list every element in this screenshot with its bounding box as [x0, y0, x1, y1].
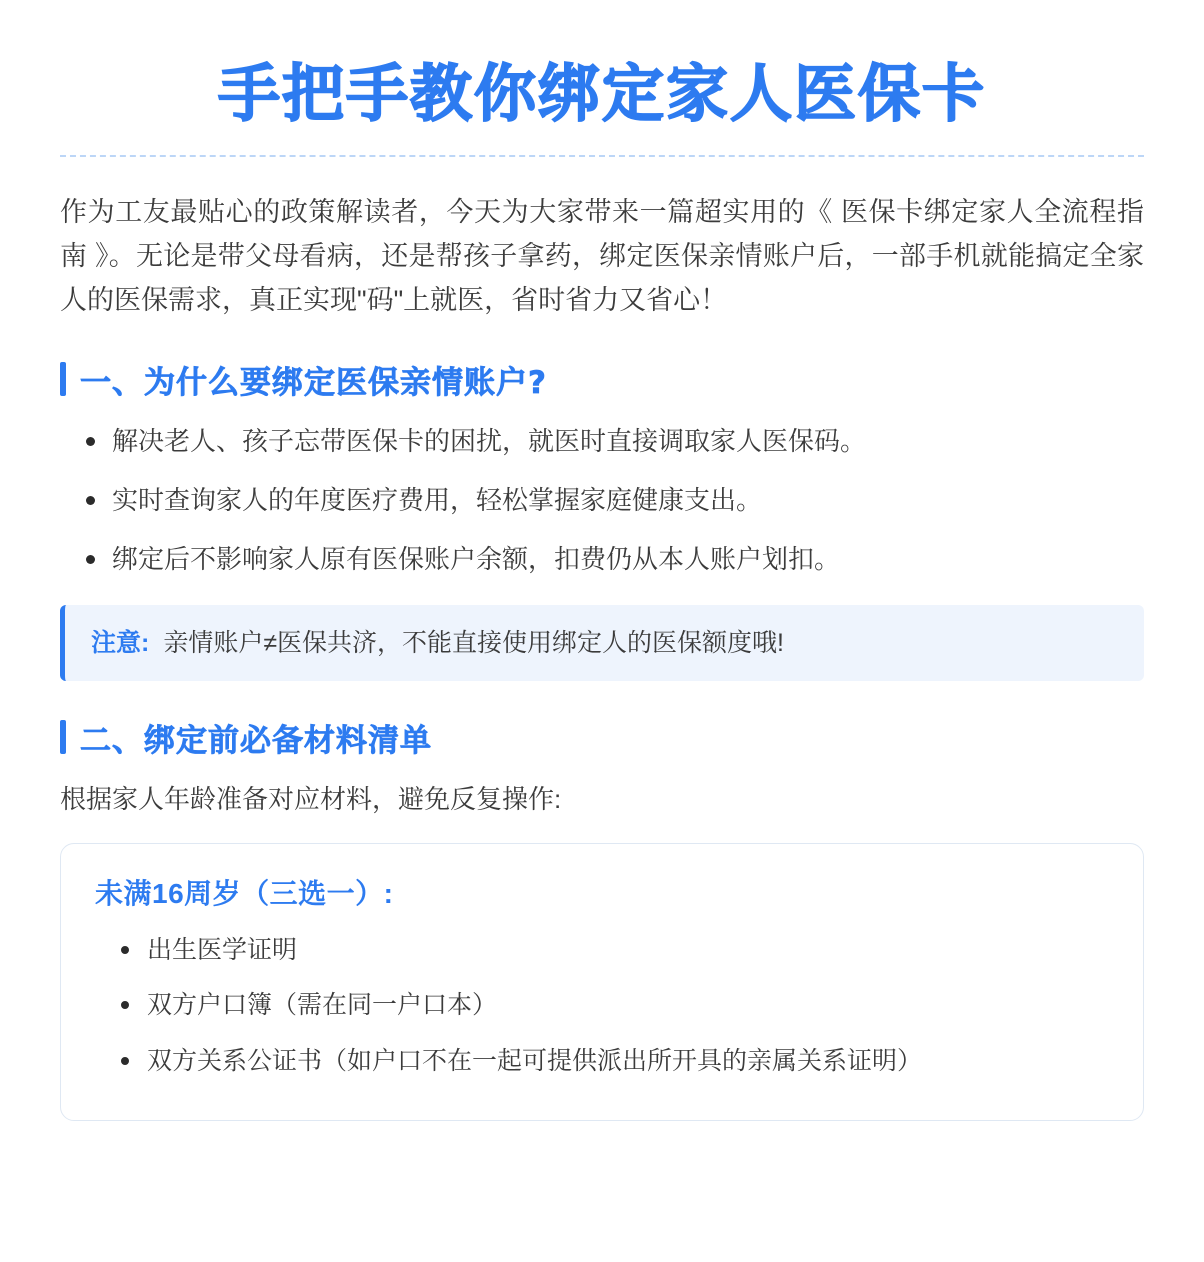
- list-item: 绑定后不影响家人原有医保账户余额，扣费仍从本人账户划扣。: [76, 540, 1144, 579]
- note-callout: [60, 605, 1144, 681]
- list-item: 双方户口簿（需在同一户口本）: [111, 987, 1109, 1025]
- note-text: 亲情账户≠医保共济，不能直接使用绑定人的医保额度哦!: [163, 628, 784, 657]
- intro-paragraph: 作为工友最贴心的政策解读者，今天为大家带来一篇超实用的《 医保卡绑定家人全流程指南 》。无论是带父母看病，还是帮孩子拿药，绑定医保亲情账户后，一部手机就能搞定全家人的医保需求，真正实现"码"上就医，省时省力又省心！: [60, 197, 1144, 315]
- section-2-lead-text: 根据家人年龄准备对应材料，避免反复操作:: [60, 783, 562, 814]
- accent-bar-icon: [60, 720, 66, 754]
- section-1-bullet-list: [60, 422, 1144, 579]
- note-label: 注意:: [91, 628, 150, 657]
- card-title: 未满16周岁（三选一）:: [95, 877, 394, 909]
- list-item: 出生医学证明: [111, 932, 1109, 970]
- section-title-2: 二、绑定前必备材料清单: [80, 722, 432, 759]
- card-bullet-list: [95, 932, 1109, 1081]
- title-divider: [60, 155, 1144, 157]
- section-heading-2: [60, 715, 1144, 760]
- materials-card: [60, 843, 1144, 1122]
- list-item: 双方关系公证书（如户口不在一起可提供派出所开具的亲属关系证明）: [111, 1043, 1109, 1081]
- list-item: 解决老人、孩子忘带医保卡的困扰，就医时直接调取家人医保码。: [76, 422, 1144, 461]
- section-title-1: 一、为什么要绑定医保亲情账户?: [80, 364, 547, 401]
- list-item: 实时查询家人的年度医疗费用，轻松掌握家庭健康支出。: [76, 481, 1144, 520]
- accent-bar-icon: [60, 362, 66, 396]
- section-heading-1: [60, 357, 1144, 402]
- page-title: 手把手教你绑定家人医保卡: [217, 57, 986, 130]
